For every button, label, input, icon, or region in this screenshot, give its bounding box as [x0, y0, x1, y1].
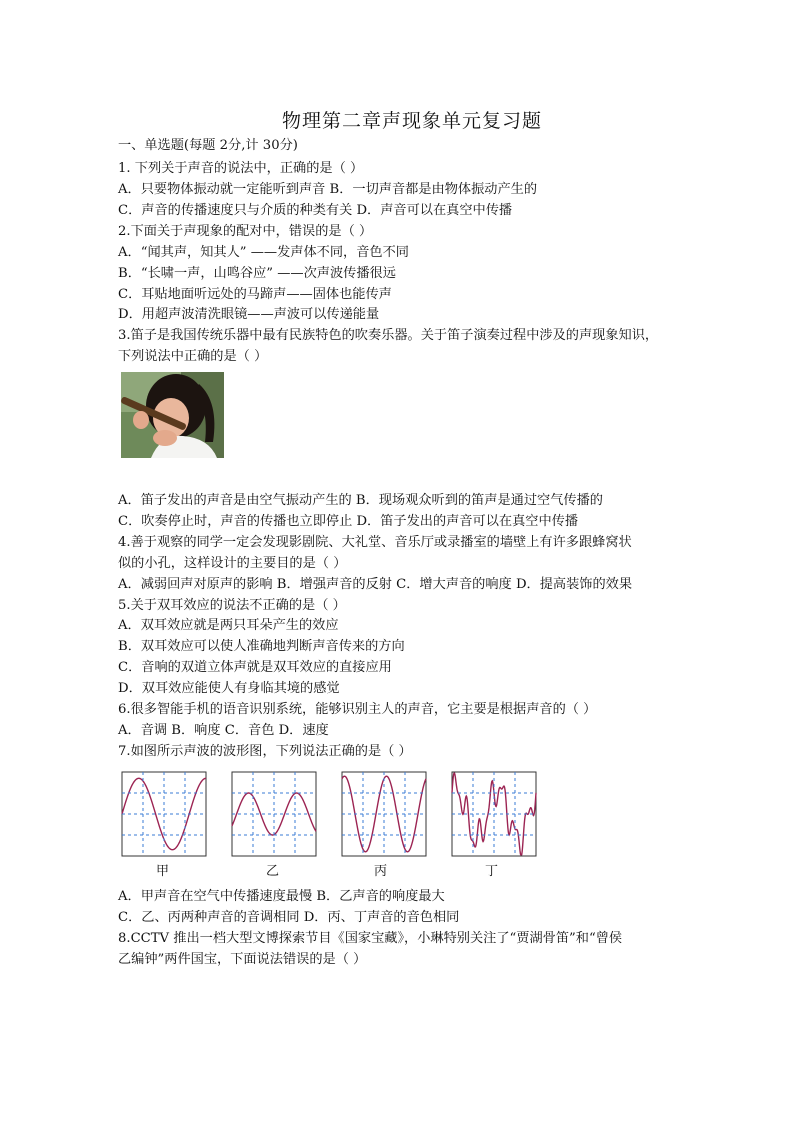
text-line: 5.关于双耳效应的说法不正确的是（ ）: [118, 598, 346, 613]
text-line: A．音调 B．响度 C．音色 D．速度: [118, 723, 329, 738]
text-line: 3.笛子是我国传统乐器中最有民族特色的吹奏乐器。关于笛子演奏过程中涉及的声现象知识，: [118, 328, 659, 343]
text-line: C．声音的传播速度只与介质的种类有关 D．声音可以在真空中传播: [118, 203, 513, 218]
text-line: 似的小孔，这样设计的主要目的是（ ）: [118, 556, 347, 571]
text-line: C．耳贴地面听远处的马蹄声——固体也能传声: [118, 287, 392, 302]
text-line: D．双耳效应能使人有身临其境的感觉: [118, 681, 340, 696]
waveform-figure: [118, 768, 548, 864]
text-line: 乙编钟”两件国宝，下面说法错误的是（ ）: [118, 952, 367, 967]
text-line: A．“闻其声，知其人” ——发声体不同，音色不同: [118, 245, 409, 260]
text-line: A．双耳效应就是两只耳朵产生的效应: [118, 618, 339, 633]
text-line: C．乙、丙两种声音的音调相同 D．丙、丁声音的音色相同: [118, 910, 460, 925]
text-line: C．吹奏停止时，声音的传播也立即停止 D．笛子发出的声音可以在真空中传播: [118, 514, 579, 529]
waveform-label: 乙: [266, 864, 280, 879]
text-line: 6.很多智能手机的语音识别系统，能够识别主人的声音，它主要是根据声音的（ ）: [118, 702, 597, 717]
text-line: D．用超声波清洗眼镜——声波可以传递能量: [118, 307, 380, 322]
text-line: A．笛子发出的声音是由空气振动产生的 B．现场观众听到的笛声是通过空气传播的: [118, 493, 603, 508]
waveform-label: 丁: [485, 864, 499, 879]
text-line: 4.善于观察的同学一定会发现影剧院、大礼堂、音乐厅或录播室的墙壁上有许多跟蜂窝状: [118, 535, 632, 550]
text-line: 2.下面关于声现象的配对中，错误的是（ ）: [118, 224, 373, 239]
text-line: 8.CCTV 推出一档大型文博探索节目《国家宝藏》，小琳特别关注了“贾湖骨笛”和“曾侯: [118, 931, 623, 946]
text-line: 7.如图所示声波的波形图，下列说法正确的是（ ）: [118, 744, 412, 759]
page-title: 物理第二章声现象单元复习题: [281, 110, 542, 132]
text-line: 一、单选题(每题 2分,计 30分): [118, 138, 298, 153]
text-line: C．音响的双道立体声就是双耳效应的直接应用: [118, 660, 392, 675]
waveform-label: 甲: [156, 864, 170, 879]
text-line: B．双耳效应可以使人准确地判断声音传来的方向: [118, 639, 405, 654]
flute-player-photo: [121, 372, 224, 458]
text-line: B．“长啸一声，山鸣谷应” ——次声波传播很远: [118, 266, 396, 281]
text-line: A．只要物体振动就一定能听到声音 B．一切声音都是由物体振动产生的: [118, 182, 538, 197]
text-line: 下列说法中正确的是（ ）: [118, 349, 268, 364]
waveform-label: 丙: [374, 864, 388, 879]
text-line: A．甲声音在空气中传播速度最慢 B．乙声音的响度最大: [118, 889, 445, 904]
text-line: 1. 下列关于声音的说法中，正确的是（ ）: [118, 161, 364, 176]
text-line: A．减弱回声对原声的影响 B．增强声音的反射 C．增大声音的响度 D．提高装饰的效果: [118, 577, 633, 592]
